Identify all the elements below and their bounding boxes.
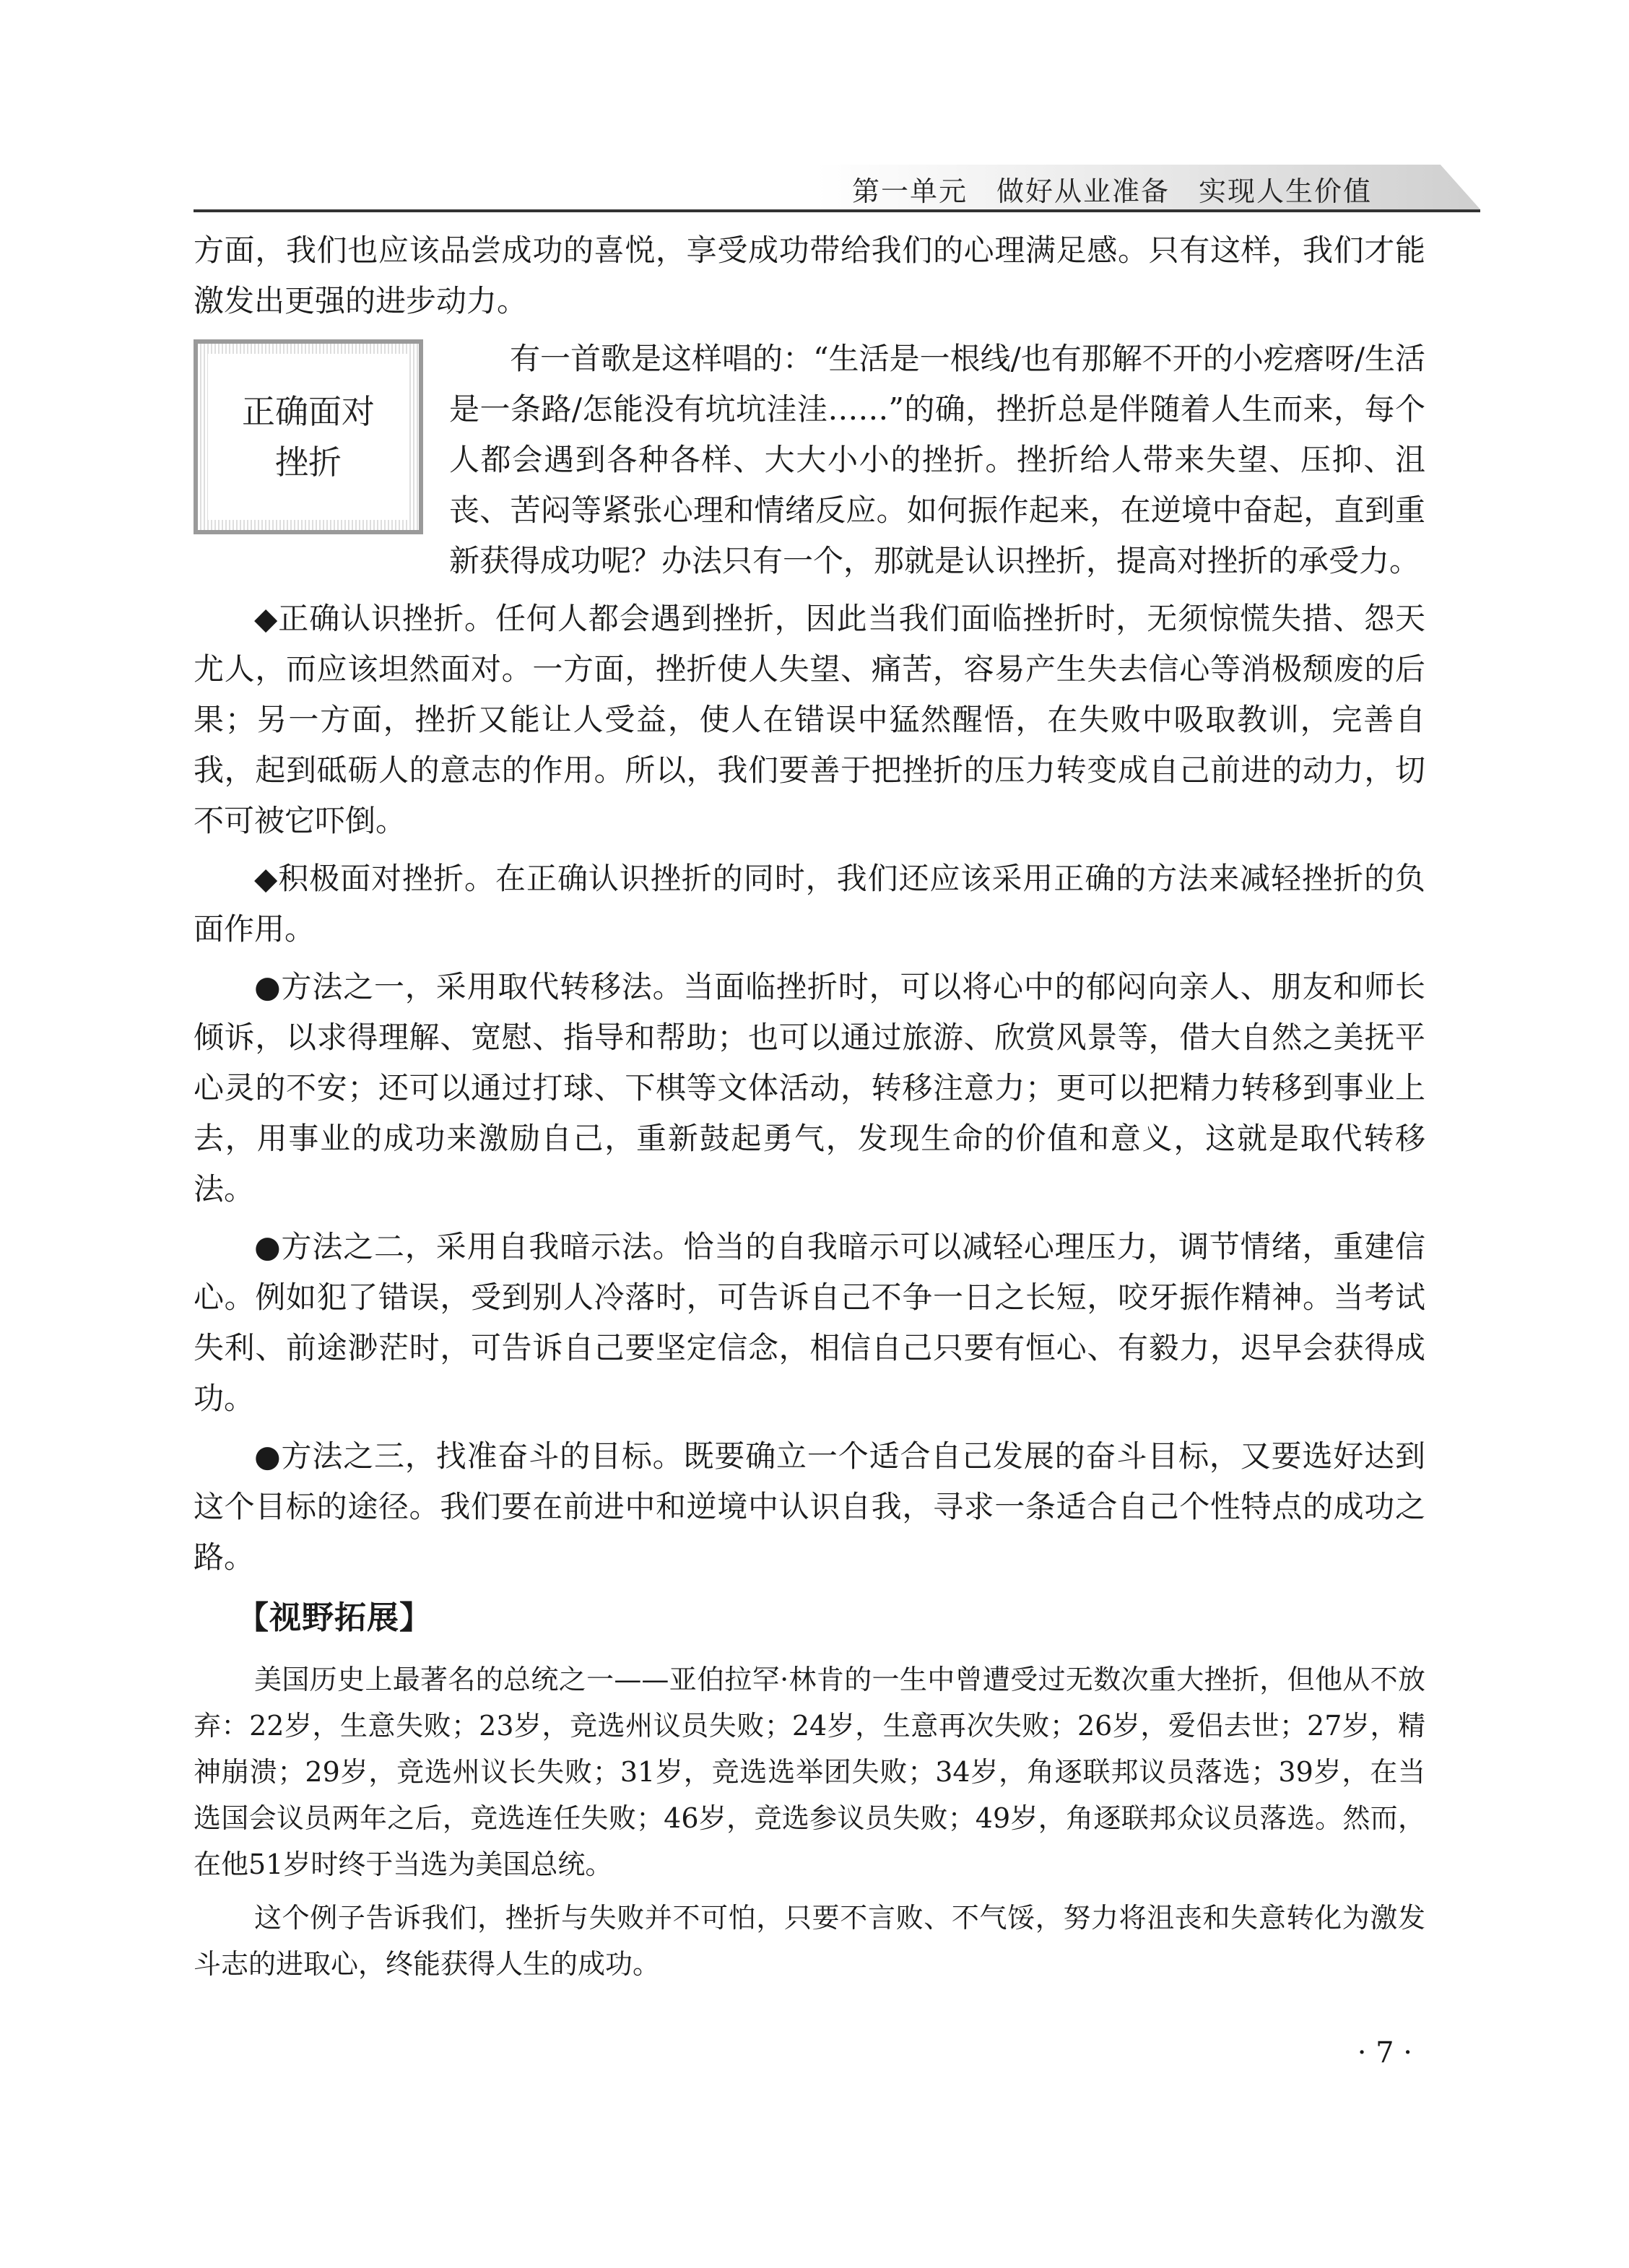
body-paragraph-1: ◆正确认识挫折。任何人都会遇到挫折，因此当我们面临挫折时，无须惊慌失措、怨天尤人，而应该坦然面对。一方面，挫折使人失望、痛苦，容易产生失去信心等消极颓废的后果；另一方面，挫折又能让人受益，使人在错误中猛然醒悟，在失败中吸取教训，完善自我，起到砥砺人的意志的作用。所以，我们要善于把挫折的压力转变成自己前进的动力，切不可被它吓倒。 — [194, 601, 1425, 838]
topic-box-line-2: 挫折 — [275, 443, 342, 482]
page-number: · 7 · — [1357, 2036, 1412, 2069]
box-paragraph: 有一首歌是这样唱的：“生活是一根线/也有那解不开的小疙瘩呀/生活是一条路/怎能没有坑坑洼洼……”的确，挫折总是伴随着人生而来，每个人都会遇到各种各样、大大小小的挫折。挫折给人带来失望、压抑、沮丧、苦闷等紧张心理和情绪反应。如何振作起来，在逆境中奋起，直到重新获得成功呢？办法只有一个，那就是认识挫折，提高对挫折的承受力。 — [449, 341, 1425, 578]
body-paragraph-3: ●方法之一，采用取代转移法。当面临挫折时，可以将心中的郁闷向亲人、朋友和师长倾诉，以求得理解、宽慰、指导和帮助；也可以通过旅游、欣赏风景等，借大自然之美抚平心灵的不安；还可以通过打球、下棋等文体活动，转移注意力；更可以把精力转移到事业上去，用事业的成功来激励自己，重新鼓起勇气，发现生命的价值和意义，这就是取代转移法。 — [194, 969, 1425, 1207]
header-title: 第一单元 做好从业准备 实现人生价值 — [851, 175, 1372, 207]
topic-box — [194, 339, 423, 534]
running-header — [194, 165, 1480, 212]
body-paragraph-4: ●方法之二，采用自我暗示法。恰当的自我暗示可以减轻心理压力，调节情绪，重建信心。例如犯了错误，受到别人冷落时，可告诉自己不争一日之长短，咬牙振作精神。当考试失利、前途渺茫时，可告诉自己要坚定信念，相信自己只要有恒心、有毅力，迟早会获得成功。 — [194, 1229, 1425, 1416]
box-section — [194, 334, 1425, 586]
extension-paragraph-2: 这个例子告诉我们，挫折与失败并不可怕，只要不言败、不气馁，努力将沮丧和失意转化为激发斗志的进取心，终能获得人生的成功。 — [194, 1902, 1425, 1980]
topic-box-inner — [208, 354, 409, 520]
body-paragraph-5: ●方法之三，找准奋斗的目标。既要确立一个适合自己发展的奋斗目标，又要选好达到这个目标的途径。我们要在前进中和逆境中认识自我，寻求一条适合自己个性特点的成功之路。 — [194, 1438, 1425, 1575]
extension-paragraph-1: 美国历史上最著名的总统之一——亚伯拉罕·林肯的一生中曾遭受过无数次重大挫折，但他从不放弃：22岁，生意失败；23岁，竞选州议员失败；24岁，生意再次失败；26岁，爱侣去世；27岁，精神崩溃；29岁，竞选州议长失败；31岁，竞选选举团失败；34岁，角逐联邦议员落选；39岁，在当选国会议员两年之后，竞选连任失败；46岁，竞选参议员失败；49岁，角逐联邦众议员落选。然而，在他51岁时终于当选为美国总统。 — [194, 1664, 1425, 1880]
intro-paragraph: 方面，我们也应该品尝成功的喜悦，享受成功带给我们的心理满足感。只有这样，我们才能激发出更强的进步动力。 — [194, 233, 1425, 318]
body-paragraph-2: ◆积极面对挫折。在正确认识挫折的同时，我们还应该采用正确的方法来减轻挫折的负面作用。 — [194, 861, 1425, 947]
page-content — [194, 225, 1425, 1994]
extension-section — [194, 1656, 1425, 1987]
extension-heading: 【视野拓展】 — [237, 1599, 432, 1636]
topic-box-line-1: 正确面对 — [242, 392, 375, 431]
topic-box-title — [242, 386, 375, 487]
